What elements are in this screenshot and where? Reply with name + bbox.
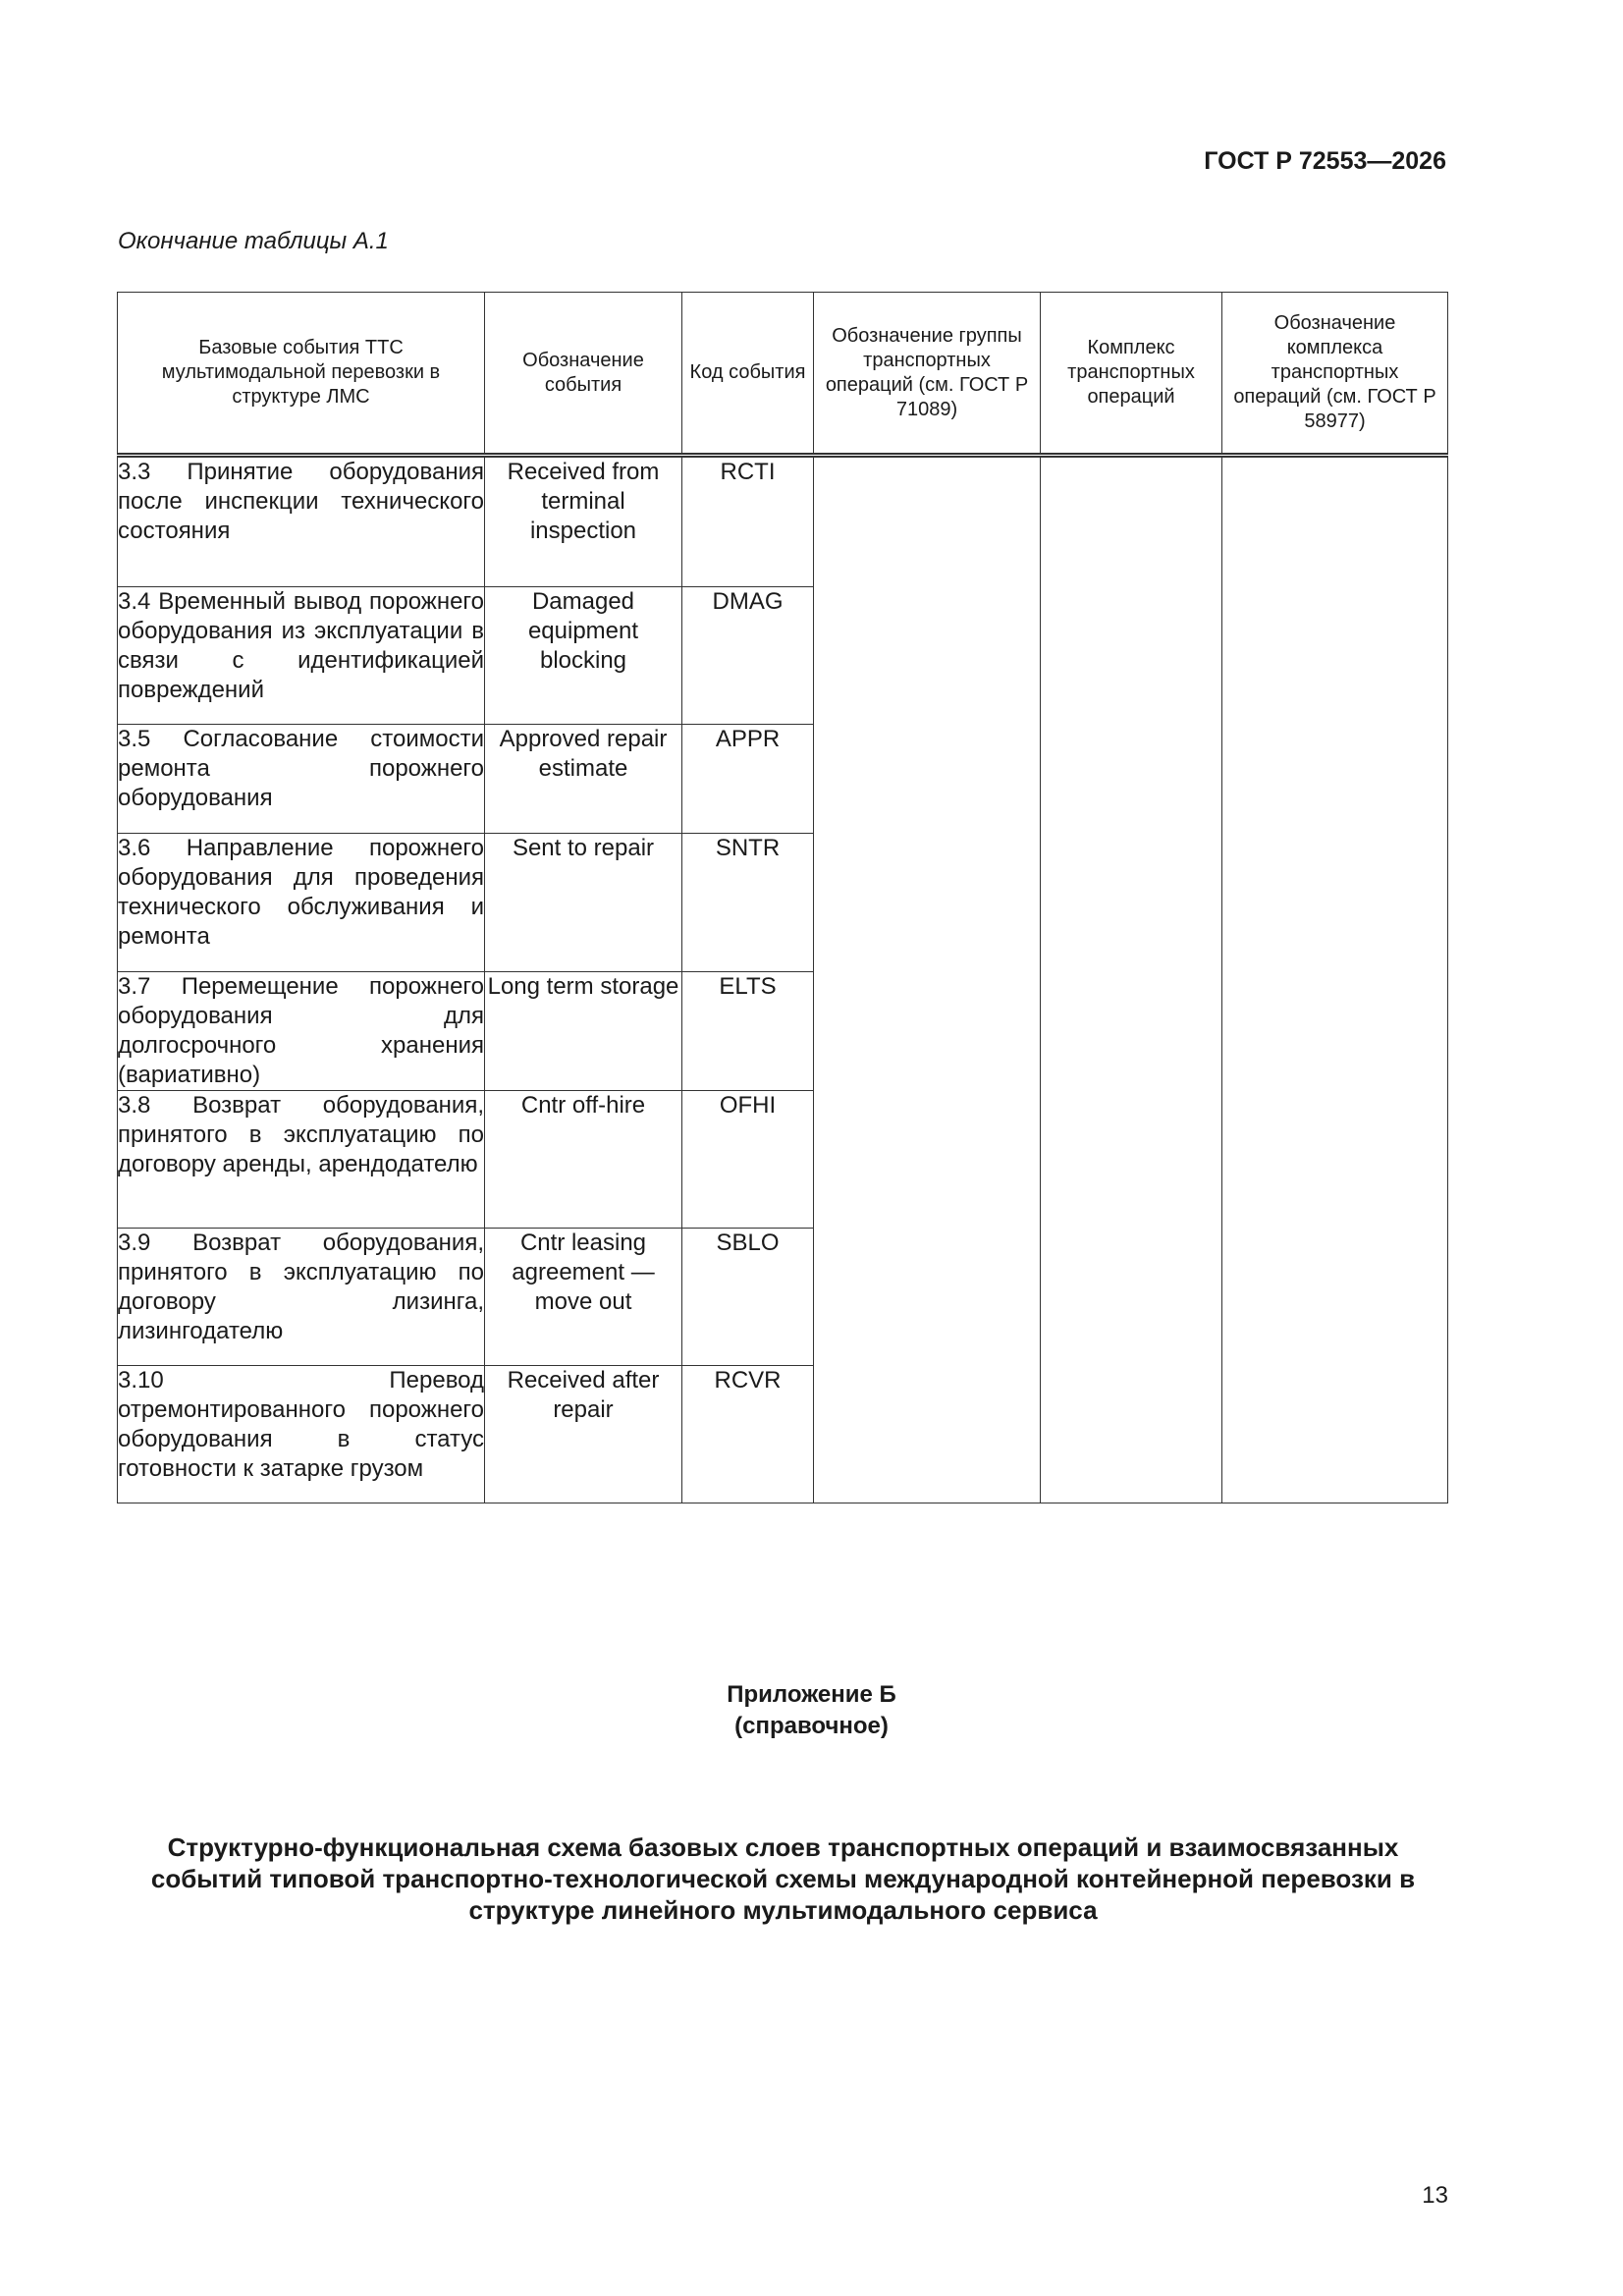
event-code: RCVR bbox=[682, 1366, 814, 1503]
empty-cell bbox=[1041, 456, 1222, 1503]
event-code: RCTI bbox=[682, 456, 814, 587]
event-code: APPR bbox=[682, 725, 814, 834]
event-name: 3.4 Временный вывод порожнего оборудования из эксплуатации в связи с идентификацией повреждений bbox=[118, 587, 485, 725]
annex-title: Приложение Б bbox=[727, 1681, 896, 1708]
event-designation: Cntr leasing agreement — move out bbox=[485, 1229, 682, 1366]
event-name: 3.7 Перемещение порожнего оборудования для долгосрочного хранения (вариативно) bbox=[118, 972, 485, 1091]
document-code: ГОСТ Р 72553—2026 bbox=[1204, 147, 1446, 175]
empty-cell bbox=[1222, 456, 1448, 1503]
event-designation: Damaged equipment blocking bbox=[485, 587, 682, 725]
event-designation: Received from terminal inspection bbox=[485, 456, 682, 587]
events-table bbox=[117, 292, 1448, 1503]
event-code: SNTR bbox=[682, 834, 814, 972]
event-designation: Received after repair bbox=[485, 1366, 682, 1503]
scheme-heading: Структурно-функциональная схема базовых слоев транспортных операций и взаимосвязанных событий типовой транспортно-технологической схемы международной контейнерной перевозки в структуре линейного мультимодального сервиса bbox=[150, 1832, 1416, 1925]
event-name: 3.5 Согласование стоимости ремонта порожнего оборудования bbox=[118, 725, 485, 834]
annex-subtitle: (справочное) bbox=[734, 1713, 889, 1739]
event-code: DMAG bbox=[682, 587, 814, 725]
event-name: 3.9 Возврат оборудования, принятого в эксплуатацию по договору лизинга, лизингодателю bbox=[118, 1229, 485, 1366]
event-name: 3.3 Принятие оборудования после инспекции технического состояния bbox=[118, 456, 485, 587]
event-designation: Long term storage bbox=[485, 972, 682, 1091]
column-header: Обозначение комплекса транспортных операций (см. ГОСТ Р 58977) bbox=[1222, 293, 1448, 456]
event-designation: Approved repair estimate bbox=[485, 725, 682, 834]
event-name: 3.10 Перевод отремонтированного порожнего оборудования в статус готовности к затарке грузом bbox=[118, 1366, 485, 1503]
event-code: OFHI bbox=[682, 1091, 814, 1229]
annex-header bbox=[0, 1679, 1623, 1742]
column-header: Обозначение группы транспортных операций (см. ГОСТ Р 71089) bbox=[814, 293, 1041, 456]
event-code: ELTS bbox=[682, 972, 814, 1091]
event-designation: Cntr off-hire bbox=[485, 1091, 682, 1229]
event-name: 3.8 Возврат оборудования, принятого в эксплуатацию по договору аренды, арендодателю bbox=[118, 1091, 485, 1229]
column-header: Комплекс транспортных операций bbox=[1041, 293, 1222, 456]
event-designation: Sent to repair bbox=[485, 834, 682, 972]
column-header: Базовые события ТТС мультимодальной перевозки в структуре ЛМС bbox=[118, 293, 485, 456]
table-row bbox=[118, 456, 1448, 587]
table-caption: Окончание таблицы А.1 bbox=[118, 228, 389, 254]
column-header: Обозначение события bbox=[485, 293, 682, 456]
column-header: Код события bbox=[682, 293, 814, 456]
event-code: SBLO bbox=[682, 1229, 814, 1366]
page-number: 13 bbox=[1422, 2182, 1448, 2209]
table-header-row bbox=[118, 293, 1448, 456]
event-name: 3.6 Направление порожнего оборудования для проведения технического обслуживания и ремонта bbox=[118, 834, 485, 972]
empty-cell bbox=[814, 456, 1041, 1503]
